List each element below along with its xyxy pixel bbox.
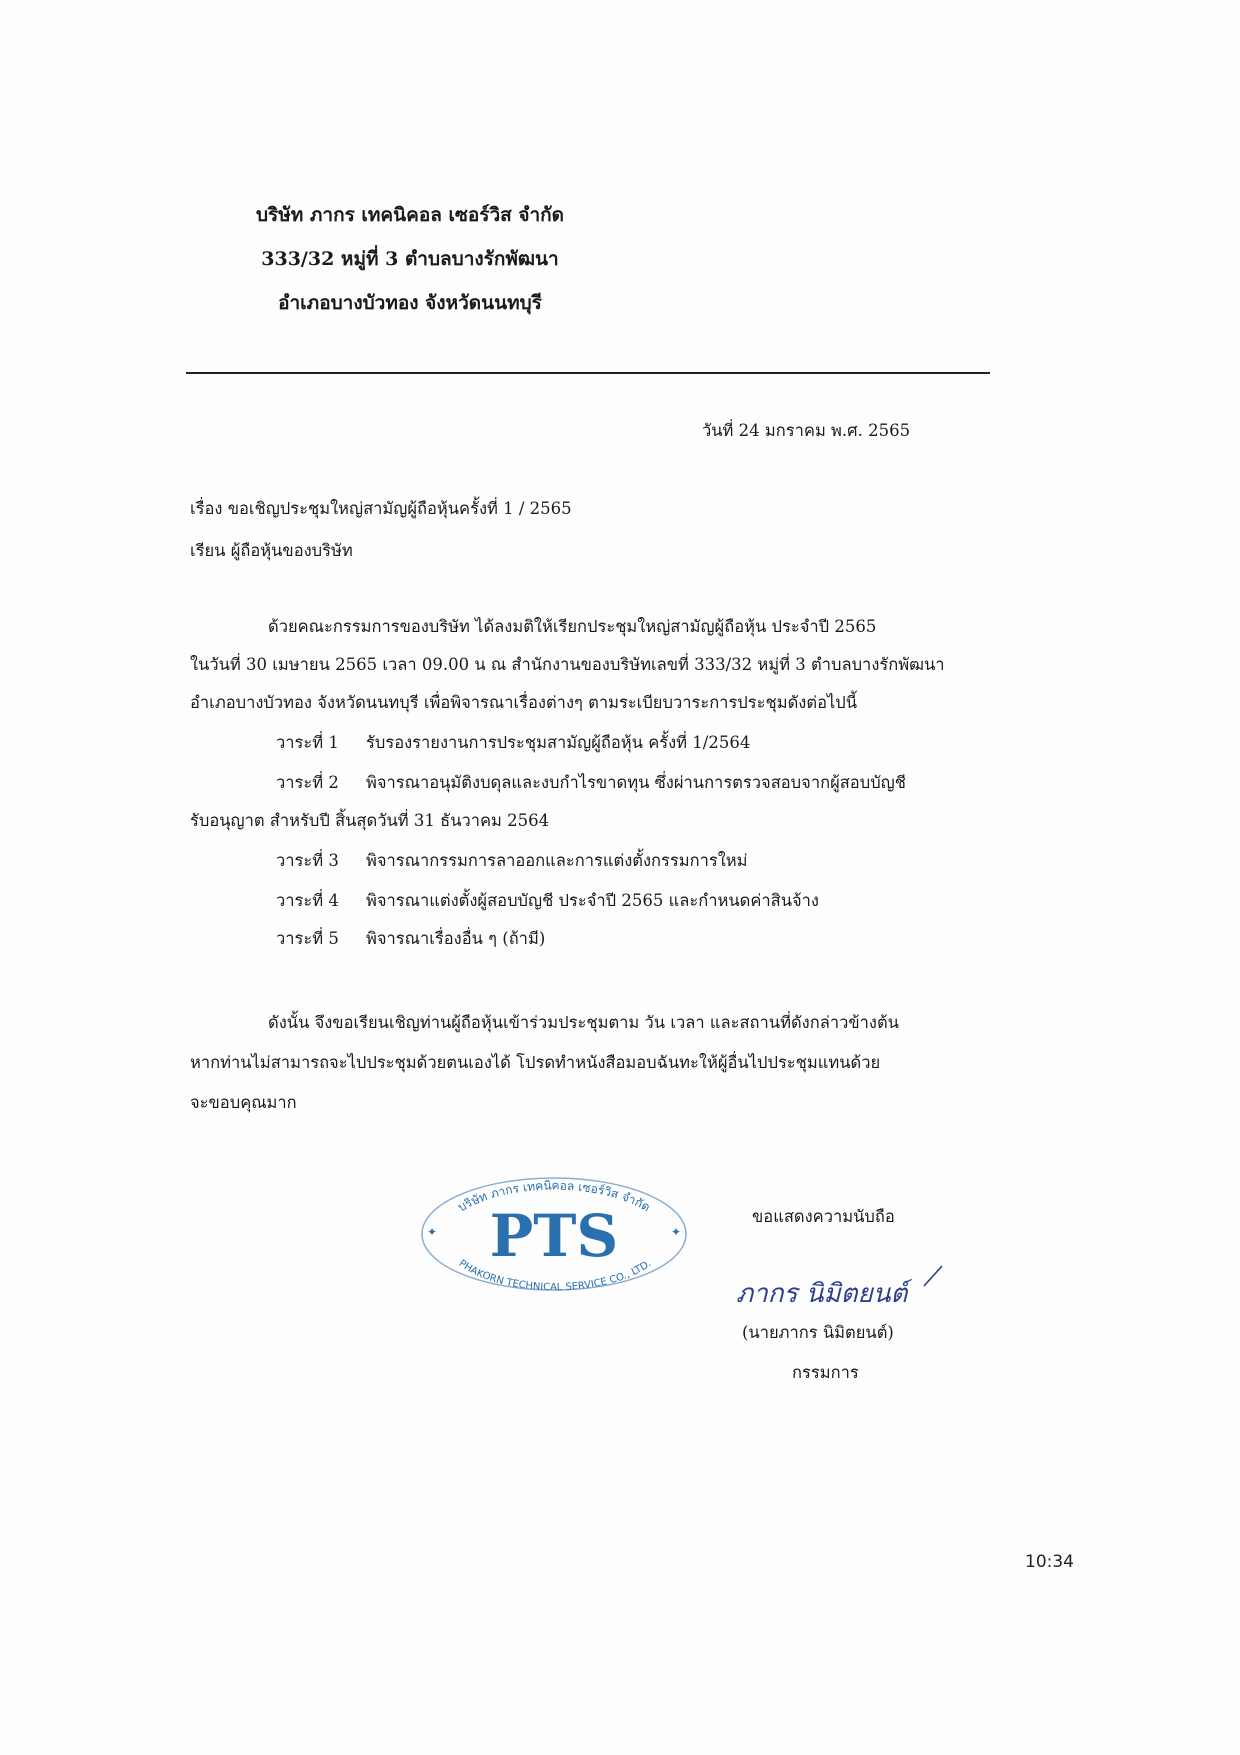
agenda-5-label: วาระที่ 5	[276, 929, 339, 948]
signatory-name: (นายภากร นิมิตยนต์)	[742, 1323, 894, 1342]
body-intro-line-3: อำเภอบางบัวทอง จังหวัดนนทบุรี เพื่อพิจารณาเรื่องต่างๆ ตามระเบียบวาระการประชุมดังต่อไปนี้	[190, 693, 858, 712]
agenda-2-text: พิจารณาอนุมัติงบดุลและงบกำไรขาดทุน ซึ่งผ่านการตรวจสอบจากผู้สอบบัญชี	[366, 773, 906, 792]
regards-text: ขอแสดงความนับถือ	[752, 1207, 895, 1226]
stamp-logo: PTS	[489, 1202, 619, 1270]
address-line-2: อำเภอบางบัวทอง จังหวัดนนทบุรี	[278, 292, 542, 314]
agenda-2-continued: รับอนุญาต สำหรับปี สิ้นสุดวันที่ 31 ธันวาคม 2564	[190, 811, 550, 830]
header-divider	[186, 372, 990, 374]
agenda-4-label: วาระที่ 4	[276, 891, 339, 910]
agenda-4-text: พิจารณาแต่งตั้งผู้สอบบัญชี ประจำปี 2565 และกำหนดค่าสินจ้าง	[366, 891, 819, 910]
agenda-5-text: พิจารณาเรื่องอื่น ๆ (ถ้ามี)	[366, 929, 546, 948]
company-stamp	[415, 1170, 693, 1292]
agenda-1-text: รับรองรายงานการประชุมสามัญผู้ถือหุ้น ครั้งที่ 1/2564	[366, 733, 751, 752]
closing-line-3: จะขอบคุณมาก	[190, 1093, 297, 1112]
agenda-3-text: พิจารณากรรมการลาออกและการแต่งตั้งกรรมการใหม่	[366, 851, 748, 870]
signatory-position: กรรมการ	[792, 1363, 859, 1382]
stamp-star-icon: ✦	[671, 1225, 682, 1239]
signature	[728, 1258, 958, 1328]
body-intro-line-1: ด้วยคณะกรรมการของบริษัท ได้ลงมติให้เรียกประชุมใหญ่สามัญผู้ถือหุ้น ประจำปี 2565	[268, 617, 877, 636]
agenda-3-label: วาระที่ 3	[276, 851, 339, 870]
stamp-english-arc: PHAKORN TECHNICAL SERVICE CO., LTD.	[456, 1258, 654, 1292]
subject-line: เรื่อง ขอเชิญประชุมใหญ่สามัญผู้ถือหุ้นครั้งที่ 1 / 2565	[190, 499, 572, 518]
stamp-thai-arc: บริษัท ภากร เทคนิคอล เซอร์วิส จำกัด	[455, 1178, 653, 1215]
closing-line-1: ดังนั้น จึงขอเรียนเชิญท่านผู้ถือหุ้นเข้าร่วมประชุมตาม วัน เวลา และสถานที่ดังกล่าวข้างต้น	[268, 1013, 899, 1032]
recipient-line: เรียน ผู้ถือหุ้นของบริษัท	[190, 541, 353, 560]
stamp-star-icon: ✦	[427, 1225, 438, 1239]
scan-time: 10:34	[1025, 1552, 1074, 1572]
letter-date: วันที่ 24 มกราคม พ.ศ. 2565	[702, 421, 911, 440]
address-line-1: 333/32 หมู่ที่ 3 ตำบลบางรักพัฒนา	[261, 248, 559, 270]
company-name: บริษัท ภากร เทคนิคอล เซอร์วิส จำกัด	[255, 204, 565, 226]
agenda-1-label: วาระที่ 1	[276, 733, 339, 752]
agenda-2-label: วาระที่ 2	[276, 773, 339, 792]
body-intro-line-2: ในวันที่ 30 เมษายน 2565 เวลา 09.00 น ณ สำนักงานของบริษัทเลขที่ 333/32 หมู่ที่ 3 ตำบลบางรักพัฒนา	[190, 655, 945, 674]
closing-line-2: หากท่านไม่สามารถจะไปประชุมด้วยตนเองได้ โปรดทำหนังสือมอบฉันทะให้ผู้อื่นไปประชุมแทนด้วย	[190, 1053, 881, 1072]
signature-text: ภากร นิมิตยนต์	[736, 1279, 908, 1309]
